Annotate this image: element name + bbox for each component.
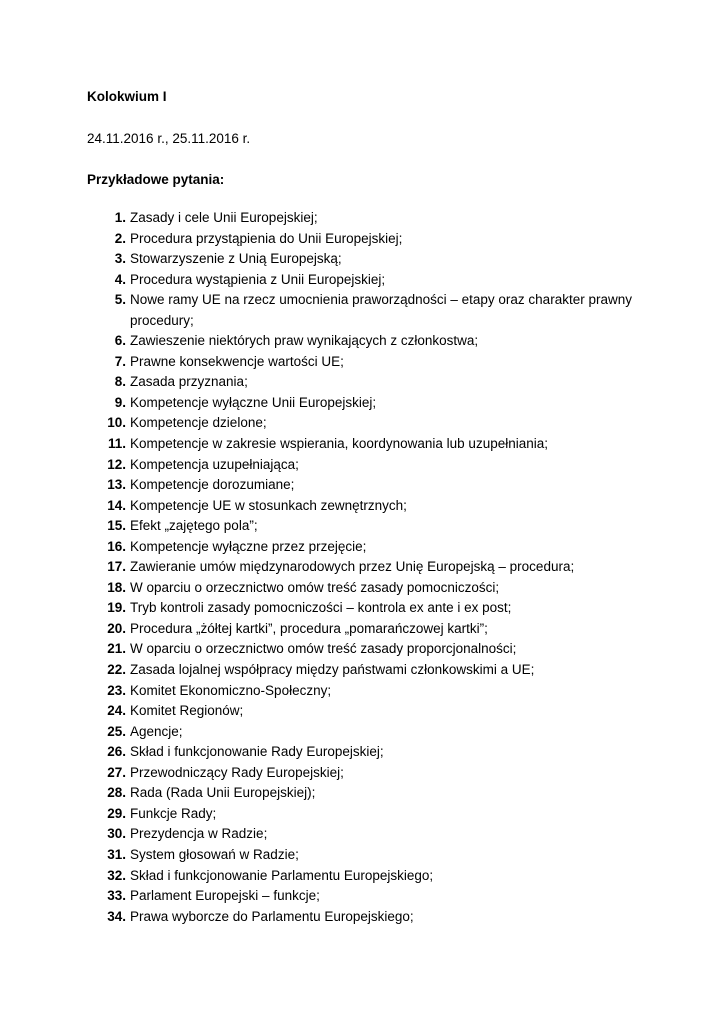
questions-list — [87, 208, 647, 927]
list-item-text: Zasada lojalnej współpracy między państwami członkowskimi a UE; — [130, 662, 535, 678]
list-item — [87, 331, 647, 352]
list-item-number: 11. — [107, 436, 126, 452]
list-item-number: 20. — [107, 620, 126, 636]
list-item — [87, 866, 647, 887]
list-item-text: Przewodniczący Rady Europejskiej; — [130, 764, 344, 780]
list-item-number: 8. — [114, 374, 126, 390]
list-item-number: 30. — [107, 826, 126, 842]
list-item-number: 25. — [107, 723, 126, 739]
list-item — [87, 352, 647, 373]
list-item — [87, 496, 647, 517]
list-item-text: W oparciu o orzecznictwo omów treść zasady proporcjonalności; — [130, 641, 517, 657]
list-item — [87, 372, 647, 393]
list-item-text: Skład i funkcjonowanie Parlamentu Europejskiego; — [130, 867, 434, 883]
list-item-text: Kompetencje dorozumiane; — [130, 477, 295, 493]
list-item-text: W oparciu o orzecznictwo omów treść zasady pomocniczości; — [130, 579, 500, 595]
list-item — [87, 434, 647, 455]
list-item-number: 22. — [107, 662, 126, 678]
list-item — [87, 475, 647, 496]
list-item-text: Kompetencje wyłączne Unii Europejskiej; — [130, 394, 377, 410]
list-item-number: 9. — [114, 394, 126, 410]
list-item-text: Procedura „żółtej kartki”, procedura „pomarańczowej kartki”; — [130, 620, 488, 636]
list-item-text: Rada (Rada Unii Europejskiej); — [130, 785, 316, 801]
list-item — [87, 290, 647, 331]
list-item — [87, 783, 647, 804]
document-title: Kolokwium I — [87, 89, 167, 104]
list-item-text: Stowarzyszenie z Unią Europejską; — [130, 251, 342, 267]
list-item — [87, 455, 647, 476]
list-item-number: 34. — [107, 908, 126, 924]
list-item-number: 32. — [107, 867, 126, 883]
list-item-text: Kompetencje UE w stosunkach zewnętrznych; — [130, 497, 407, 513]
list-item — [87, 845, 647, 866]
list-item-number: 4. — [114, 271, 126, 287]
list-item — [87, 660, 647, 681]
list-item-number: 26. — [107, 744, 126, 760]
list-item-text: Tryb kontroli zasady pomocniczości – kontrola ex ante i ex post; — [130, 600, 512, 616]
list-item — [87, 639, 647, 660]
list-item — [87, 578, 647, 599]
document-dates: 24.11.2016 r., 25.11.2016 r. — [87, 131, 251, 146]
list-item-number: 19. — [107, 600, 126, 616]
list-item-text: Prawa wyborcze do Parlamentu Europejskiego; — [130, 908, 414, 924]
list-item-number: 6. — [114, 333, 126, 349]
list-item — [87, 557, 647, 578]
list-item-text: System głosowań w Radzie; — [130, 846, 299, 862]
list-item — [87, 619, 647, 640]
list-item — [87, 886, 647, 907]
list-item-text: Kompetencja uzupełniająca; — [130, 456, 299, 472]
list-item — [87, 229, 647, 250]
list-item-text: Agencje; — [130, 723, 183, 739]
list-item — [87, 598, 647, 619]
list-item-text: Kompetencje dzielone; — [130, 415, 267, 431]
list-item-text: Zasada przyznania; — [130, 374, 248, 390]
list-item-text: Parlament Europejski – funkcje; — [130, 888, 320, 904]
list-item-text: Zawieranie umów międzynarodowych przez Unię Europejską – procedura; — [130, 559, 575, 575]
list-item — [87, 249, 647, 270]
list-item-text: Efekt „zajętego pola”; — [130, 518, 258, 534]
list-item-number: 5. — [114, 292, 126, 308]
list-item-text: Kompetencje w zakresie wspierania, koordynowania lub uzupełniania; — [130, 436, 548, 452]
list-item-number: 31. — [107, 846, 126, 862]
list-item-number: 18. — [107, 579, 126, 595]
list-item — [87, 701, 647, 722]
list-item — [87, 516, 647, 537]
list-item — [87, 413, 647, 434]
list-item-text: Zawieszenie niektórych praw wynikających z członkostwa; — [130, 333, 479, 349]
list-item-number: 28. — [107, 785, 126, 801]
list-item — [87, 537, 647, 558]
list-item-text: Zasady i cele Unii Europejskiej; — [130, 210, 318, 225]
list-item-text: Skład i funkcjonowanie Rady Europejskiej; — [130, 744, 384, 760]
list-item-number: 29. — [107, 805, 126, 821]
list-item-number: 33. — [107, 888, 126, 904]
list-item-number: 10. — [107, 415, 126, 431]
list-item — [87, 681, 647, 702]
list-item-number: 16. — [107, 538, 126, 554]
list-item — [87, 763, 647, 784]
list-item-number: 14. — [107, 497, 126, 513]
list-item-number: 23. — [107, 682, 126, 698]
list-item — [87, 208, 647, 229]
list-item-number: 1. — [114, 210, 126, 225]
list-item — [87, 742, 647, 763]
list-item-text: Prezydencja w Radzie; — [130, 826, 268, 842]
list-item-number: 13. — [107, 477, 126, 493]
list-item-number: 12. — [107, 456, 126, 472]
list-item — [87, 804, 647, 825]
list-item — [87, 722, 647, 743]
list-item-text: Kompetencje wyłączne przez przejęcie; — [130, 538, 367, 554]
list-item-text: Komitet Ekonomiczno-Społeczny; — [130, 682, 332, 698]
list-item-number: 27. — [107, 764, 126, 780]
list-item-number: 7. — [114, 353, 126, 369]
list-item-text: Procedura przystąpienia do Unii Europejskiej; — [130, 230, 403, 246]
list-item-text: Funkcje Rady; — [130, 805, 217, 821]
document-subtitle: Przykładowe pytania: — [87, 172, 225, 187]
list-item-text: Procedura wystąpienia z Unii Europejskiej; — [130, 271, 386, 287]
list-item-text: Nowe ramy UE na rzecz umocnienia praworządności – etapy oraz charakter prawny procedury; — [130, 292, 632, 328]
list-item-number: 21. — [107, 641, 126, 657]
list-item — [87, 907, 647, 928]
list-item-number: 15. — [107, 518, 126, 534]
list-item — [87, 824, 647, 845]
list-item-number: 17. — [107, 559, 126, 575]
list-item-number: 24. — [107, 703, 126, 719]
list-item-text: Prawne konsekwencje wartości UE; — [130, 353, 344, 369]
list-item — [87, 393, 647, 414]
list-item — [87, 270, 647, 291]
list-item-text: Komitet Regionów; — [130, 703, 244, 719]
list-item-number: 3. — [114, 251, 126, 267]
list-item-number: 2. — [114, 230, 126, 246]
